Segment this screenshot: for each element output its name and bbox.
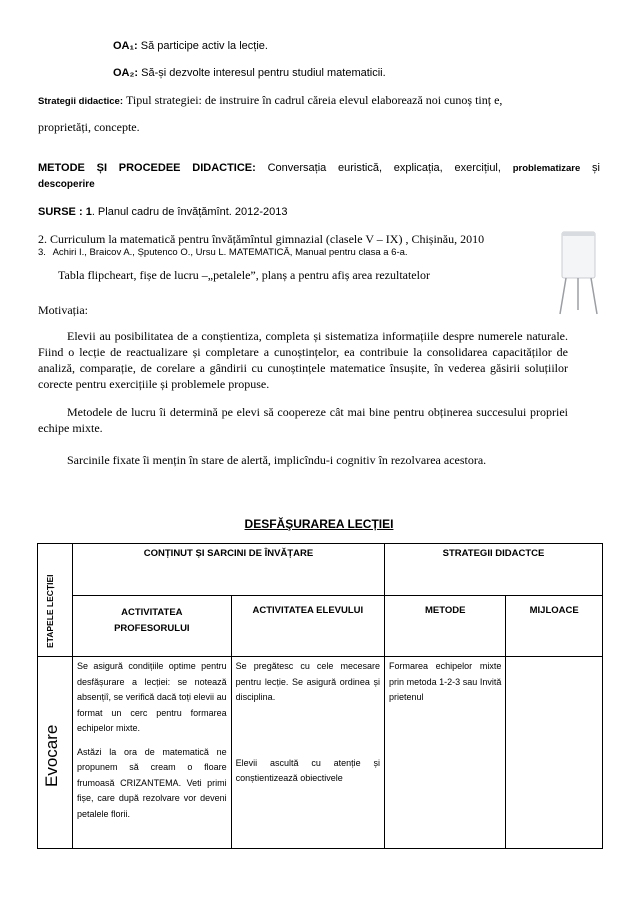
methods-and: și — [592, 162, 600, 174]
stage-cell — [38, 657, 73, 849]
objective-2 — [113, 67, 386, 79]
means-value — [506, 657, 602, 661]
objective-1-code: OA₁: — [113, 40, 138, 52]
student-activity-cell — [231, 657, 384, 849]
strategies-line — [38, 93, 502, 108]
methods-text: Conversația euristică, explicația, exercițiul, — [267, 162, 501, 174]
sources-item3: Achiri I., Braicov A., Șputenco O., Ursu L. MATEMATICĂ, Manual pentru clasa a 6-a. — [52, 247, 408, 258]
flipchart-icon — [556, 226, 602, 316]
methods-text-cont: descoperire — [38, 179, 95, 190]
methods-problematizare: problematizare — [512, 163, 581, 174]
motivation-paragraph-2: Metodele de lucru îi determină pe elevi să coopereze cât mai bine pentru obținerea succesului propriei echipe mixte. — [38, 405, 568, 435]
stages-header-cell — [38, 544, 73, 657]
methods-header: METODE — [384, 596, 505, 657]
sources-item3-num: 3. — [38, 247, 46, 258]
methods-cell — [384, 657, 505, 849]
sources-line-1 — [38, 206, 288, 218]
lesson-table — [37, 543, 603, 849]
methods-line — [38, 162, 600, 174]
motivation-label: Motivația: — [38, 303, 88, 317]
means-header: MIJLOACE — [506, 596, 603, 657]
table-row — [38, 657, 603, 849]
methods-label: METODE ȘI PROCEDEE DIDACTICE: — [38, 162, 256, 174]
section-title: DESFĂŞURAREA LECȚIEI — [244, 517, 394, 531]
sources-item1: . Planul cadru de învățămînt. 2012-2013 — [91, 206, 288, 218]
teacher-activity-header: ACTIVITATEA PROFESORULUI — [73, 596, 232, 657]
strategies-header: STRATEGII DIDACTCE — [384, 544, 602, 596]
strategies-text: Tipul strategiei: de instruire în cadrul căreia elevul elaborează noi cunoș tinț e, — [126, 93, 503, 107]
student-activity-p1: Se pregătesc cu cele mecesare pentru lecție. Se asigură ordinea și disciplina. — [235, 661, 380, 702]
sources-label: SURSE : — [38, 206, 83, 218]
sources-item1-num: 1 — [85, 206, 92, 218]
motivation-paragraph-1: Elevii au posibilitatea de a conștientiza, completa și sistematiza informațiile despre numerele naturale. Fiind o lecție de reactualizare și completare a cunoștințelor, ea contribuie la consolidarea capacităților de analiză, comparație, de corelare a gândirii cu cunoștințele matematice însușite, în vederea găsirii soluțiilor corecte pentru exercițiile și problemele propuse. — [38, 329, 568, 391]
sources-line-3 — [38, 247, 408, 258]
teacher-activity-p2: Astăzi la ora de matematică ne propunem să cream o floare frumoasă CRIZANTEMA. Veti primi fișe, care după rezolvare vor deveni petalele florii. — [77, 746, 227, 819]
means-cell — [506, 657, 603, 849]
methods-value: Formarea echipelor mixte prin metoda 1-2-3 sau Invită prietenul — [388, 661, 502, 702]
objective-1 — [113, 40, 268, 52]
stage-evocare: Evocare — [42, 724, 61, 787]
sources-item2: 2. Curriculum la matematică pentru învățămîntul gimnazial (clasele V – IX) , Chișinău, 2010 — [38, 232, 485, 246]
objective-1-text: Să participe activ la lecție. — [140, 40, 268, 52]
student-activity-header: ACTIVITATEA ELEVULUI — [231, 596, 384, 657]
strategies-label: Strategii didactice: — [38, 96, 123, 107]
materials-line: Tabla flipcheart, fișe de lucru –„petalele”, planș a pentru afiș area rezultatelor — [58, 268, 430, 282]
strategies-text-cont: proprietăți, concepte. — [38, 120, 140, 134]
stages-header: ETAPELE LECȚIEI — [45, 574, 55, 648]
motivation-paragraph-3: Sarcinile fixate îi mențin în stare de alertă, implicîndu-i cognitiv în rezolvarea acestora. — [67, 453, 487, 467]
objective-2-text: Să-și dezvolte interesul pentru studiul matematicii. — [141, 67, 386, 79]
student-activity-p2: Elevii ascultă cu atenție și conștientizează obiectivele — [235, 757, 380, 783]
objective-2-code: OA₂: — [113, 67, 139, 79]
teacher-activity-p1: Se asigură condițiile optime pentru desfășurare a lecției: se notează absențiî, se verifică dacă toți elevii au format un cerc pentru formarea echipelor mixte. — [77, 661, 227, 733]
teacher-activity-cell — [73, 657, 232, 849]
content-header: CONȚINUT ȘI SARCINI DE ÎNVĂȚARE — [73, 544, 385, 596]
